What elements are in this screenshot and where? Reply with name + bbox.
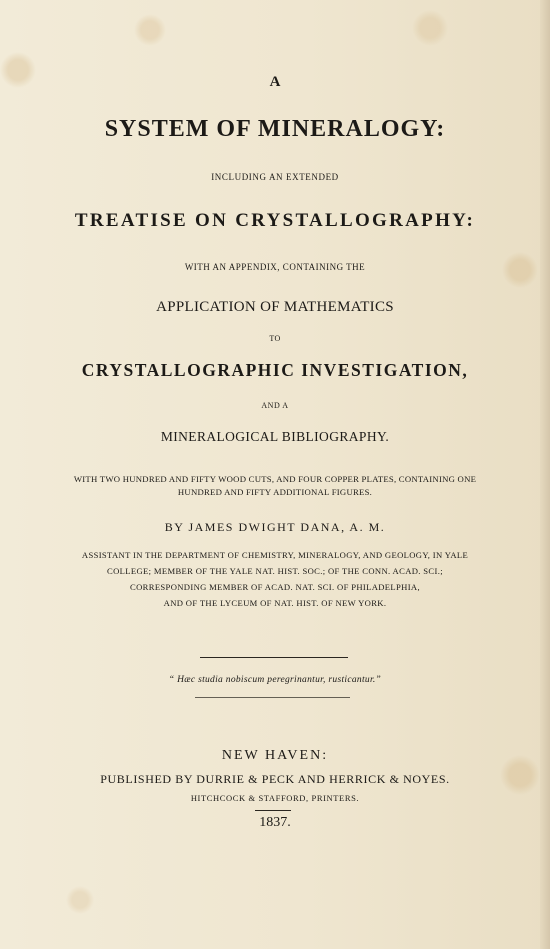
quote-rule-top: [200, 657, 348, 658]
author-affiliations: [0, 547, 550, 611]
year-rule: [255, 810, 291, 811]
and-line: AND A: [261, 401, 289, 410]
latin-quote: “ Hæc studia nobiscum peregrinantur, rusticantur.”: [168, 675, 382, 685]
quote-rule-bottom: [195, 697, 350, 698]
title-article: A: [269, 74, 281, 90]
affiliation-line-2: COLLEGE; MEMBER OF THE YALE NAT. HIST. SOC.; OF THE CONN. ACAD. SCI.;: [107, 566, 443, 576]
appendix-line: WITH AN APPENDIX, CONTAINING THE: [184, 262, 366, 272]
main-title: SYSTEM OF MINERALOGY:: [104, 116, 446, 142]
printers-line: HITCHCOCK & STAFFORD, PRINTERS.: [190, 793, 360, 803]
treatise-title: TREATISE ON CRYSTALLOGRAPHY:: [74, 210, 476, 231]
to-line: TO: [269, 334, 281, 343]
including-line: INCLUDING AN EXTENDED: [211, 172, 339, 182]
publication-place: NEW HAVEN:: [221, 748, 329, 763]
author-line: BY JAMES DWIGHT DANA, A. M.: [164, 520, 386, 534]
publication-year: 1837.: [259, 815, 291, 830]
publisher-line: PUBLISHED BY DURRIE & PECK AND HERRICK & NOYES.: [100, 772, 450, 786]
affiliation-line-4: AND OF THE LYCEUM OF NAT. HIST. OF NEW YORK.: [163, 598, 387, 608]
affiliation-line-3: CORRESPONDING MEMBER OF ACAD. NAT. SCI. OF PHILADELPHIA,: [130, 582, 420, 592]
bibliography-line: MINERALOGICAL BIBLIOGRAPHY.: [160, 429, 390, 444]
crystallographic-line: CRYSTALLOGRAPHIC INVESTIGATION,: [81, 360, 469, 380]
application-line: APPLICATION OF MATHEMATICS: [156, 299, 394, 315]
figures-line-2: HUNDRED AND FIFTY ADDITIONAL FIGURES.: [177, 487, 373, 497]
affiliation-line-1: ASSISTANT IN THE DEPARTMENT OF CHEMISTRY, MINERALOGY, AND GEOLOGY, IN YALE: [81, 550, 469, 560]
figures-line-1: WITH TWO HUNDRED AND FIFTY WOOD CUTS, AND FOUR COPPER PLATES, CONTAINING ONE: [73, 474, 477, 484]
figures-description: [0, 473, 550, 499]
